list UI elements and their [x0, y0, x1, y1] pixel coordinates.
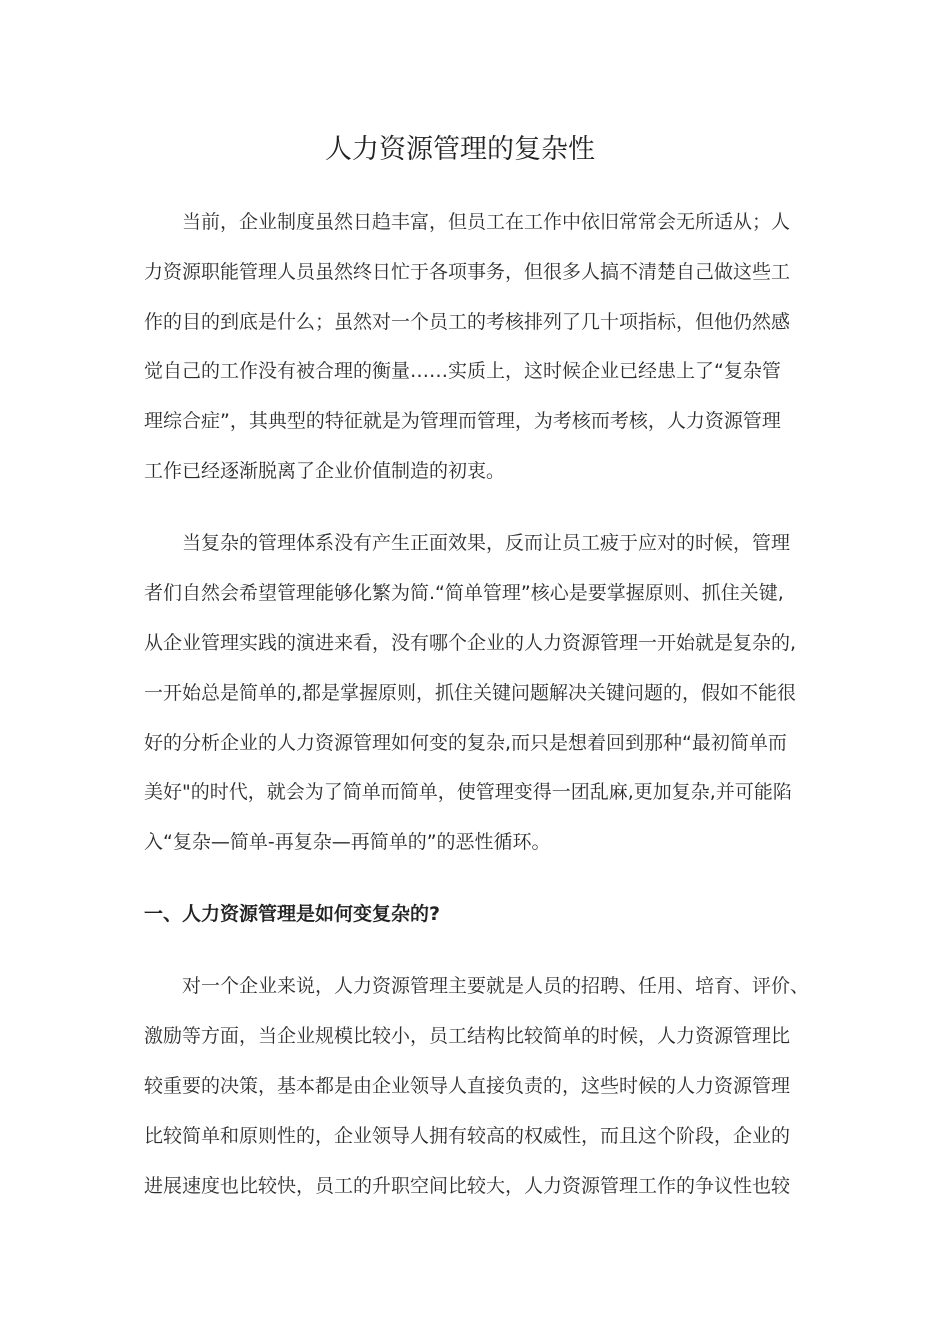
paragraph-2-line-3: 从企业管理实践的演进来看，没有哪个企业的人力资源管理一开始就是复杂的,	[144, 632, 797, 654]
paragraph-1-line-1: 当前，企业制度虽然日趋丰富，但员工在工作中依旧常常会无所适从；人	[182, 211, 791, 233]
paragraph-3-line-5: 进展速度也比较快，员工的升职空间比较大，人力资源管理工作的争议性也较	[144, 1175, 791, 1197]
paragraph-2-line-2: 者们自然会希望管理能够化繁为简.“简单管理”核心是要掌握原则、抓住关键,	[144, 582, 784, 604]
paragraph-3-line-2: 激励等方面，当企业规模比较小，员工结构比较简单的时候，人力资源管理比	[144, 1025, 791, 1047]
paragraph-3-line-4: 比较简单和原则性的，企业领导人拥有较高的权威性，而且这个阶段，企业的	[144, 1125, 791, 1147]
paragraph-2-line-6: 美好"的时代，就会为了简单而简单，使管理变得一团乱麻,更加复杂,并可能陷	[144, 781, 792, 803]
paragraph-2-line-4: 一开始总是简单的,都是掌握原则，抓住关键问题解决关键问题的，假如不能很	[144, 682, 797, 704]
paragraph-2-line-5: 好的分析企业的人力资源管理如何变的复杂,而只是想着回到那种“最初简单而	[144, 732, 787, 754]
paragraph-1-line-2: 力资源职能管理人员虽然终日忙于各项事务，但很多人搞不清楚自己做这些工	[144, 261, 791, 283]
paragraph-3-line-1: 对一个企业来说，人力资源管理主要就是人员的招聘、任用、培育、评价、	[182, 975, 810, 997]
paragraph-2-line-7: 入“复杂—简单-再复杂—再简单的”的恶性循环。	[144, 831, 551, 853]
paragraph-1-line-3: 作的目的到底是什么；虽然对一个员工的考核排列了几十项指标，但他仍然感	[144, 311, 791, 333]
paragraph-1-line-5: 理综合症”，其典型的特征就是为管理而管理，为考核而考核，人力资源管理	[144, 410, 781, 432]
paragraph-2-line-1: 当复杂的管理体系没有产生正面效果，反而让员工疲于应对的时候，管理	[182, 532, 791, 554]
paragraph-3-line-3: 较重要的决策，基本都是由企业领导人直接负责的，这些时候的人力资源管理	[144, 1075, 791, 1097]
section-1-heading: 一、人力资源管理是如何变复杂的?	[144, 903, 441, 925]
document-title: 人力资源管理的复杂性	[325, 134, 595, 165]
paragraph-1-line-6: 工作已经逐渐脱离了企业价值制造的初衷。	[144, 460, 506, 482]
paragraph-1-line-4: 觉自己的工作没有被合理的衡量……实质上，这时候企业已经患上了“复杂管	[144, 360, 781, 382]
